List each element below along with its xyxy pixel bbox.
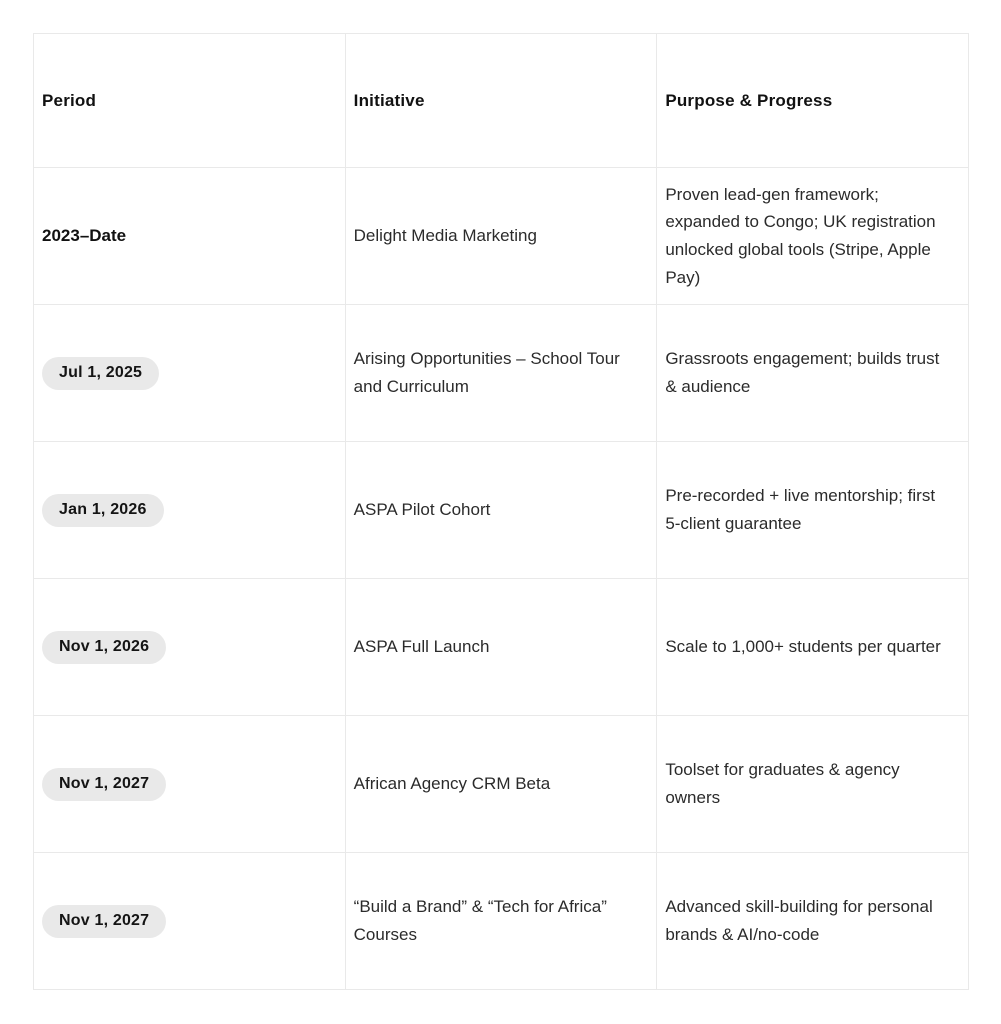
table-row — [34, 853, 969, 990]
period-cell — [34, 579, 346, 716]
purpose-text: Proven lead-gen framework; expanded to Congo; UK registration unlocked global tools (Stripe, Apple Pay) — [657, 168, 969, 305]
purpose-text: Advanced skill-building for personal brands & AI/no-code — [657, 853, 969, 990]
date-badge: Nov 1, 2026 — [42, 631, 166, 664]
date-badge: Jul 1, 2025 — [42, 357, 159, 390]
column-header-initiative: Initiative — [345, 34, 657, 168]
initiative-text: ASPA Full Launch — [345, 579, 657, 716]
period-cell — [34, 716, 346, 853]
column-header-purpose-progress: Purpose & Progress — [657, 34, 969, 168]
date-badge: Jan 1, 2026 — [42, 494, 164, 527]
initiative-text: ASPA Pilot Cohort — [345, 442, 657, 579]
table-row — [34, 579, 969, 716]
table-row — [34, 168, 969, 305]
period-cell — [34, 168, 346, 305]
table-header-row — [34, 34, 969, 168]
purpose-text: Scale to 1,000+ students per quarter — [657, 579, 969, 716]
table-row — [34, 305, 969, 442]
period-text: 2023–Date — [42, 226, 127, 245]
date-badge: Nov 1, 2027 — [42, 905, 166, 938]
purpose-text: Pre-recorded + live mentorship; first 5-client guarantee — [657, 442, 969, 579]
initiative-text: Arising Opportunities – School Tour and Curriculum — [345, 305, 657, 442]
period-cell — [34, 442, 346, 579]
purpose-text: Grassroots engagement; builds trust & audience — [657, 305, 969, 442]
initiative-text: “Build a Brand” & “Tech for Africa” Courses — [345, 853, 657, 990]
period-cell — [34, 853, 346, 990]
initiative-text: Delight Media Marketing — [345, 168, 657, 305]
table-row — [34, 716, 969, 853]
initiative-text: African Agency CRM Beta — [345, 716, 657, 853]
table-row — [34, 442, 969, 579]
date-badge: Nov 1, 2027 — [42, 768, 166, 801]
purpose-text: Toolset for graduates & agency owners — [657, 716, 969, 853]
period-cell — [34, 305, 346, 442]
roadmap-table — [33, 33, 969, 990]
column-header-period: Period — [34, 34, 346, 168]
